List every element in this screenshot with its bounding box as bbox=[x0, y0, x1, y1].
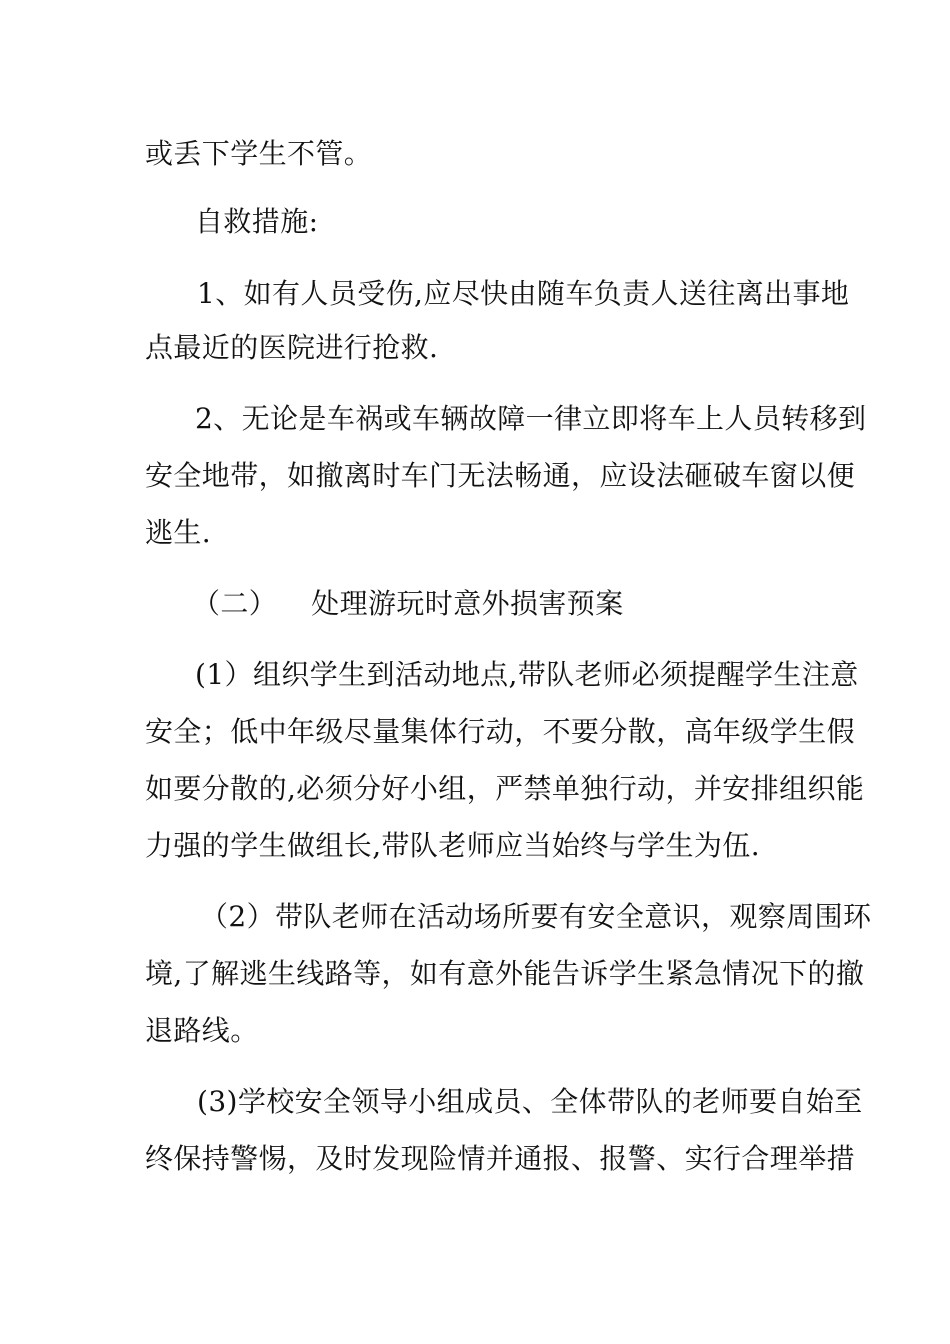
section-heading bbox=[192, 584, 624, 624]
text-line: 如要分散的,必须分好小组，严禁单独行动，并安排组织能 bbox=[145, 772, 865, 805]
text-line: 或丢下学生不管。 bbox=[145, 137, 373, 170]
text-line: 安全；低中年级尽量集体行动，不要分散，高年级学生假 bbox=[145, 715, 856, 748]
text-line: 逃生. bbox=[145, 516, 212, 549]
section-heading-number: （二） bbox=[192, 587, 278, 620]
text-line: (3)学校安全领导小组成员、全体带队的老师要自始至 bbox=[197, 1085, 863, 1118]
text-line: 1、如有人员受伤,应尽快由随车负责人送往离出事地 bbox=[197, 277, 850, 310]
text-line: 力强的学生做组长,带队老师应当始终与学生为伍. bbox=[145, 829, 761, 862]
text-line: 2、无论是车祸或车辆故障一律立即将车上人员转移到 bbox=[195, 402, 867, 435]
text-line: 点最近的医院进行抢救. bbox=[145, 331, 439, 364]
section-label: 自救措施: bbox=[195, 205, 319, 238]
section-heading-title: 处理游玩时意外损害预案 bbox=[311, 587, 624, 620]
text-line: (1）组织学生到活动地点,带队老师必须提醒学生注意 bbox=[195, 658, 859, 691]
text-line: 退路线。 bbox=[145, 1014, 259, 1047]
text-line: （2）带队老师在活动场所要有安全意识，观察周围环 bbox=[200, 900, 872, 933]
text-line: 安全地带，如撤离时车门无法畅通，应设法砸破车窗以便 bbox=[145, 459, 856, 492]
text-line: 终保持警惕，及时发现险情并通报、报警、实行合理举措 bbox=[145, 1142, 856, 1175]
text-line: 境,了解逃生线路等，如有意外能告诉学生紧急情况下的撤 bbox=[145, 957, 865, 990]
